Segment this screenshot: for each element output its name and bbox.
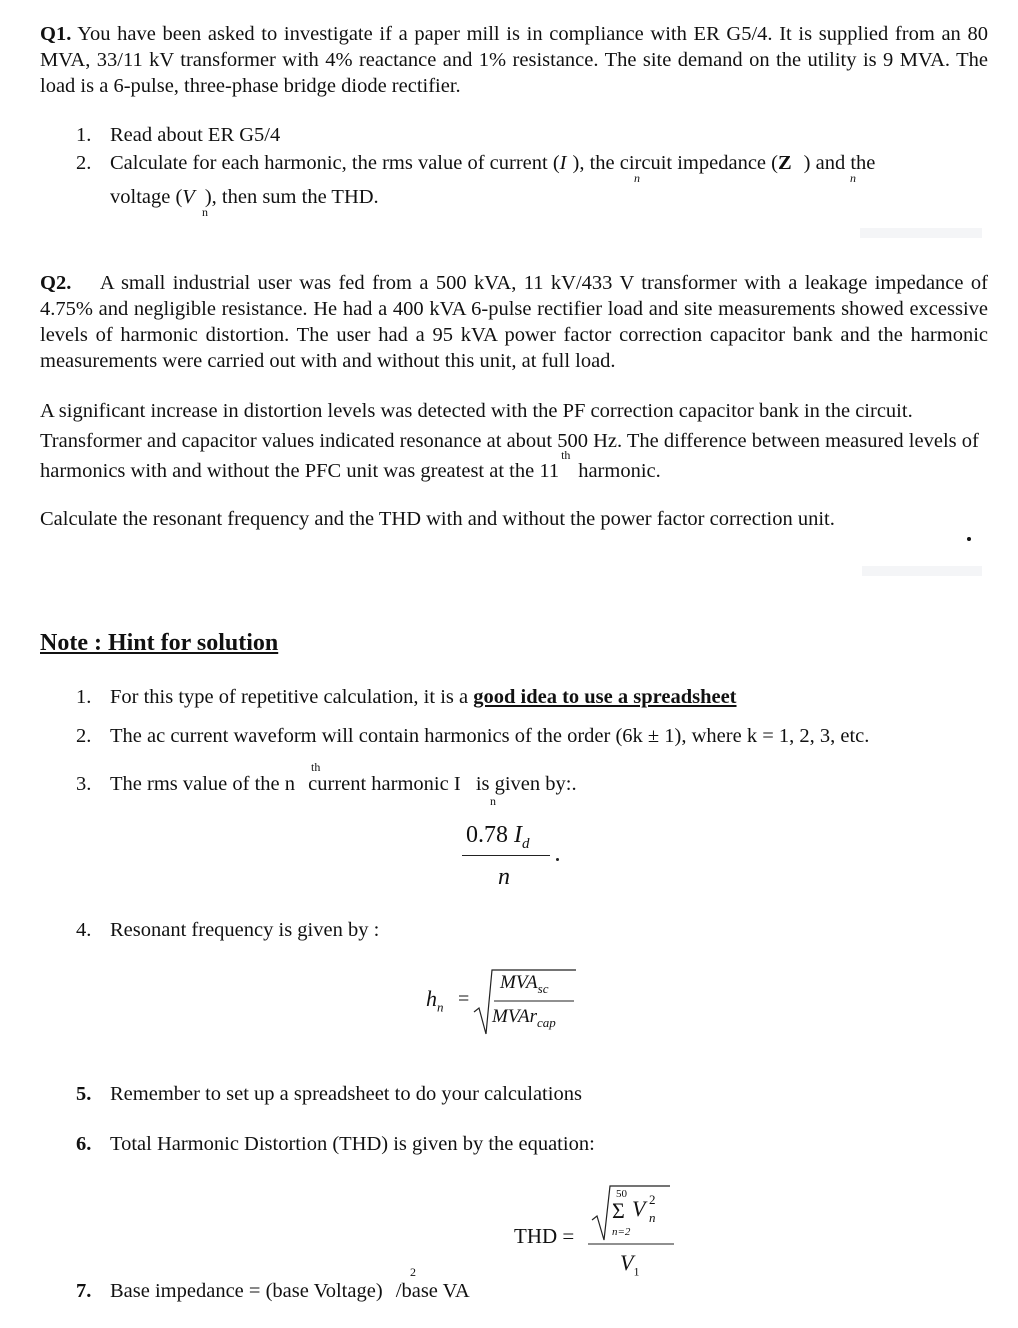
note-heading: Note : Hint for solution bbox=[40, 630, 279, 656]
q2-para-3: Calculate the resonant frequency and the THD with and without the power factor correction unit. bbox=[40, 508, 835, 530]
q1-item-2-line2: voltage (V ), then sum the THD. bbox=[110, 186, 379, 208]
q1-item-2-sub-i: n bbox=[634, 171, 640, 185]
formula-thd bbox=[514, 1180, 690, 1290]
q1-item-1-text: Read about ER G5/4 bbox=[110, 124, 281, 146]
q1-paragraph bbox=[40, 21, 988, 99]
q1-item-2-sub-z: n bbox=[850, 171, 856, 185]
q2-para-1: A small industrial user was fed from a 500 kVA, 11 kV/433 V transformer with a leakage impedance of 4.75% and negligible resistance. He had a 400 kVA 6-pulse rectifier load and site measurements showed excessive levels of harmonic distortion. The user had a 95 kVA power factor correction capacitor bank and the harmonic measurements were carried out with and without this unit, at full load. bbox=[40, 272, 988, 372]
formula-harmonic-current bbox=[462, 822, 572, 894]
formula-thd-lhs: THD = bbox=[514, 1224, 575, 1248]
formula-thd-denominator: $V_1$ bbox=[620, 1250, 640, 1279]
note-item-7: 7. Base impedance = (base Voltage) /base VA 2 bbox=[76, 1265, 470, 1302]
note-item-3: 3. The rms value of the n current harmonic I is given by:. th n bbox=[76, 760, 577, 808]
formula-resonance-denominator: MVAr$_{cap}$ bbox=[492, 1006, 556, 1030]
dot-mark bbox=[967, 537, 971, 541]
q1-item-2-sub-v: n bbox=[202, 205, 208, 219]
q2-paragraph-1 bbox=[40, 270, 988, 374]
formula-current-fraction-bar bbox=[462, 855, 550, 856]
spreadsheet-emphasis: good idea to use a spreadsheet bbox=[473, 686, 737, 708]
q2-paragraph-2 bbox=[40, 396, 988, 486]
scan-smudge bbox=[860, 228, 982, 238]
q1-item-2-line1: Calculate for each harmonic, the rms value of current (I ), the circuit impedance (Z ) and the bbox=[110, 152, 876, 174]
formula-thd-upper-limit: 50 bbox=[616, 1188, 627, 1200]
note-item-3-sub: n bbox=[490, 794, 496, 808]
q2-para-2a: A significant increase in distortion levels was detected with the PF correction capacitor bank in the circuit. Transformer and capacitor values indicated resonance at about 500 Hz. The difference between measured levels of harmonics with and without the PFC unit was greatest at the 11 bbox=[40, 400, 979, 482]
q1-item-2-number: 2. bbox=[76, 152, 92, 174]
formula-resonance-lhs: $h_n$ bbox=[426, 986, 444, 1015]
formula-current-dot bbox=[556, 858, 559, 861]
q1-text: You have been asked to investigate if a paper mill is in compliance with ER G5/4. It is supplied from an 80 MVA, 33/11 kV transformer with 4% reactance and 1% resistance. The site demand on the utility is 9 MVA. The load is a 6-pulse, three-phase bridge diode rectifier. bbox=[40, 23, 988, 97]
formula-current-denominator: n bbox=[498, 864, 510, 890]
note-item-7-sup: 2 bbox=[410, 1265, 416, 1279]
formula-thd-lower-limit: n=2 bbox=[612, 1226, 631, 1238]
q1-item-2 bbox=[76, 150, 976, 219]
q1-label: Q1. bbox=[40, 23, 72, 45]
formula-thd-sigma: Σ bbox=[612, 1198, 625, 1223]
note-item-3-sup: th bbox=[311, 760, 321, 774]
formula-current-numerator: 0.78 $I_d$ bbox=[466, 822, 530, 852]
q2-label: Q2. bbox=[40, 272, 72, 294]
formula-resonance-numerator: $MVA_{sc}$ bbox=[500, 972, 549, 996]
q1-item-1-number: 1. bbox=[76, 124, 92, 146]
formula-thd-vn2: V 2 n bbox=[632, 1192, 656, 1225]
q2-para-2-sup: th bbox=[561, 448, 571, 462]
scan-smudge-2 bbox=[862, 566, 982, 576]
formula-resonance-equals: = bbox=[458, 988, 470, 1010]
q2-para-2b: harmonic. bbox=[573, 460, 661, 482]
q2-paragraph-3 bbox=[40, 506, 988, 532]
formula-resonance bbox=[424, 964, 584, 1044]
